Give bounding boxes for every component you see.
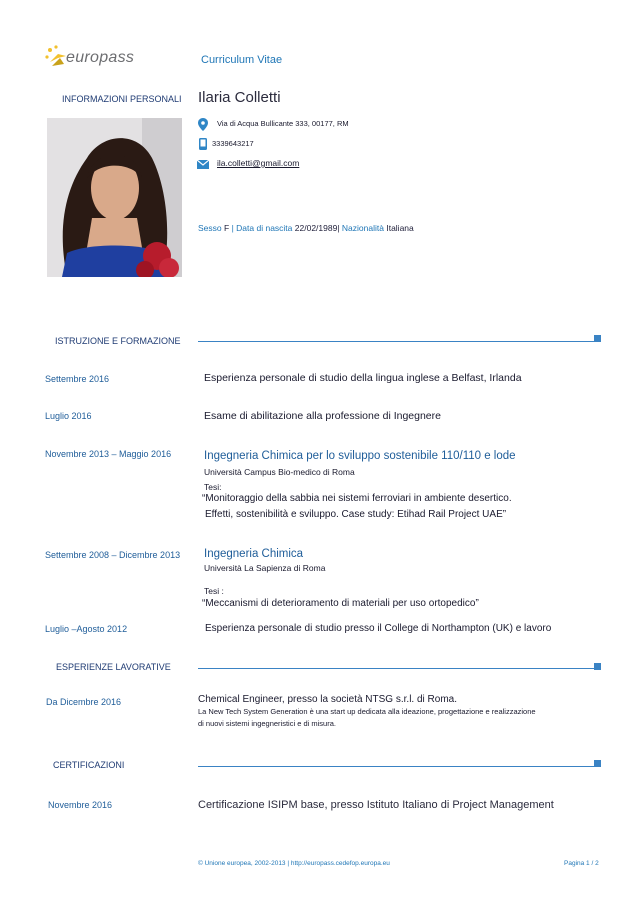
sex-label: Sesso bbox=[198, 223, 222, 233]
edu-title: Esperienza personale di studio presso il College di Northampton (UK) e lavoro bbox=[205, 623, 552, 634]
separator: | bbox=[231, 223, 234, 233]
work-description: La New Tech System Generation è una start up dedicata alla ideazione, progettazione e realizzazione bbox=[198, 707, 536, 716]
edu-tesi: “Meccanismi di deterioramento di materiali per uso ortopedico” bbox=[202, 598, 479, 609]
location-pin-icon bbox=[198, 118, 208, 131]
certs-divider-marker bbox=[594, 760, 601, 767]
email-link[interactable]: ila.colletti@gmail.com bbox=[217, 158, 300, 168]
cert-title: Certificazione ISIPM base, presso Istituto Italiano di Project Management bbox=[198, 799, 554, 811]
edu-title: Ingegneria Chimica bbox=[204, 548, 304, 560]
envelope-icon bbox=[197, 160, 209, 169]
europass-logo bbox=[44, 44, 144, 72]
candidate-name: Ilaria Colletti bbox=[198, 89, 281, 106]
education-section-label: ISTRUZIONE E FORMAZIONE bbox=[55, 336, 181, 346]
birth-label: Data di nascita bbox=[236, 223, 293, 233]
cert-date: Novembre 2016 bbox=[48, 800, 113, 810]
edu-date: Luglio 2016 bbox=[45, 411, 92, 421]
mobile-phone-icon bbox=[199, 138, 207, 150]
address: Via di Acqua Bullicante 333, 00177, RM bbox=[217, 119, 349, 128]
work-title: Chemical Engineer, presso la società NTSG s.r.l. di Roma. bbox=[198, 694, 457, 705]
personal-details-line bbox=[198, 223, 414, 233]
edu-tesi-label: Tesi: bbox=[204, 482, 222, 492]
nationality-value: Italiana bbox=[386, 223, 414, 233]
work-date: Da Dicembre 2016 bbox=[46, 697, 122, 707]
work-divider-marker bbox=[594, 663, 601, 670]
edu-title: Ingegneria Chimica per lo sviluppo sostenibile 110/110 e lode bbox=[204, 450, 516, 462]
doc-title: Curriculum Vitae bbox=[201, 54, 283, 66]
work-divider bbox=[198, 668, 594, 669]
edu-date: Settembre 2008 – Dicembre 2013 bbox=[45, 550, 181, 560]
work-section-label: ESPERIENZE LAVORATIVE bbox=[56, 662, 171, 672]
edu-date: Settembre 2016 bbox=[45, 374, 110, 384]
edu-org: Università Campus Bio-medico di Roma bbox=[204, 467, 355, 477]
certs-divider bbox=[198, 766, 594, 767]
edu-title: Esame di abilitazione alla professione di Ingegnere bbox=[204, 410, 441, 422]
phone: 3339643217 bbox=[212, 139, 254, 148]
footer-copyright: © Unione europea, 2002-2013 | http://europass.cedefop.europa.eu bbox=[198, 860, 390, 867]
edu-org: Università La Sapienza di Roma bbox=[204, 563, 326, 573]
birth-value: 22/02/1989| bbox=[294, 223, 340, 233]
certs-section-label: CERTIFICAZIONI bbox=[53, 760, 125, 770]
footer-page-number: Pagina 1 / 2 bbox=[564, 860, 599, 867]
edu-tesi: “Monitoraggio della sabbia nei sistemi ferroviari in ambiente desertico. bbox=[202, 493, 512, 504]
education-divider-marker bbox=[594, 335, 601, 342]
personal-section-label: INFORMAZIONI PERSONALI bbox=[62, 94, 182, 104]
profile-photo bbox=[47, 118, 182, 277]
edu-date: Novembre 2013 – Maggio 2016 bbox=[45, 449, 172, 459]
edu-tesi-label: Tesi : bbox=[204, 586, 224, 596]
logo-text: europass bbox=[66, 49, 135, 66]
edu-date: Luglio –Agosto 2012 bbox=[45, 624, 128, 634]
education-divider bbox=[198, 341, 594, 342]
nationality-label: Nazionalità bbox=[341, 223, 384, 233]
sex-value: F bbox=[224, 223, 230, 233]
edu-title: Esperienza personale di studio della lingua inglese a Belfast, Irlanda bbox=[204, 372, 522, 384]
work-description: di nuovi sistemi ingegneristici e di misura. bbox=[198, 719, 336, 728]
edu-tesi: Effetti, sostenibilità e sviluppo. Case study: Etihad Rail Project UAE” bbox=[205, 509, 507, 520]
